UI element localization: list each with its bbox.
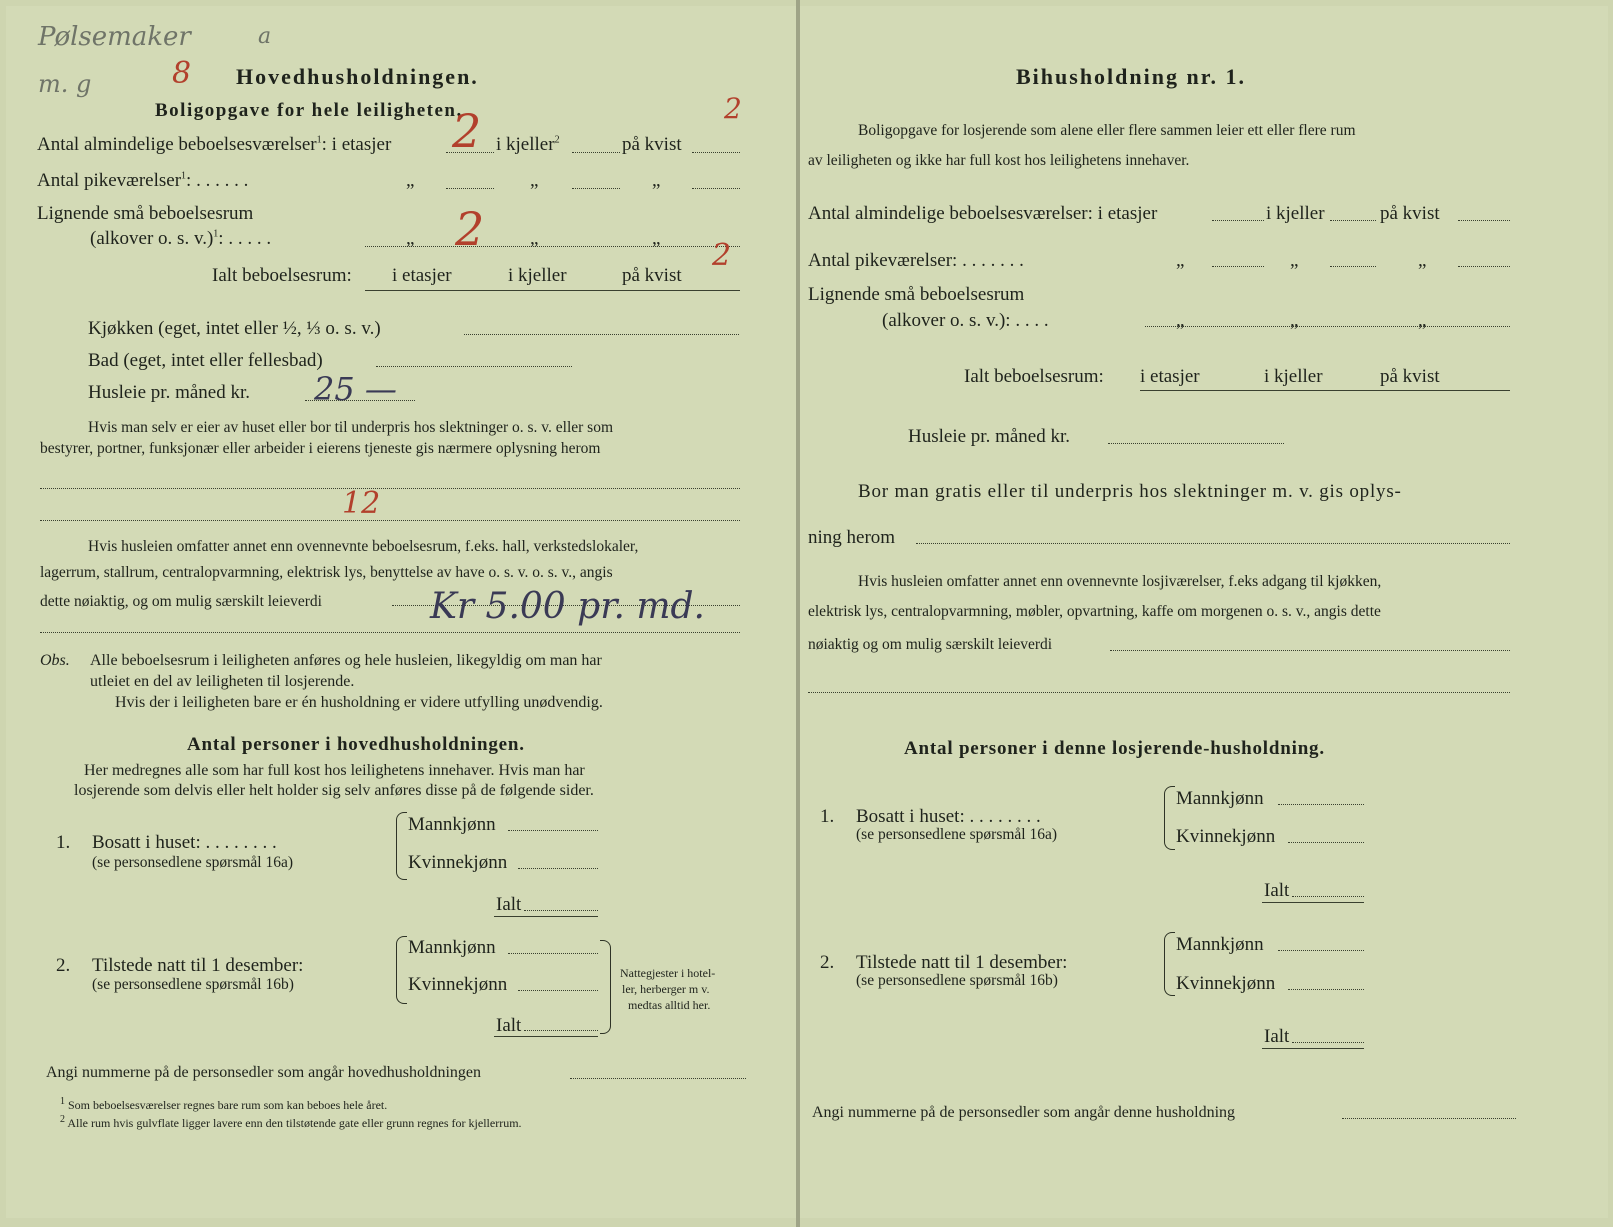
right-q1-number: 1. (820, 806, 835, 827)
left-para2-field-2[interactable] (40, 632, 740, 633)
right-omfatter-line1: Hvis husleien omfatter annet enn ovennevnte losjiværelser, f.eks adgang til kjøkken, (858, 573, 1382, 590)
left-persons-title: Antal personer i hovedhusholdningen. (187, 734, 525, 755)
left-row2-kvist-field[interactable] (692, 188, 740, 189)
left-kitchen-label: Kjøkken (eget, intet eller ½, ⅓ o. s. v.) (88, 318, 381, 339)
left-footnote-1: $^1$ Som beboelsesværelser regnes bare rum som kan beboes hele året. (60, 1096, 388, 1112)
left-row2-etasjer-field[interactable] (446, 188, 494, 189)
left-rent-label: Husleie pr. måned kr. (88, 382, 250, 403)
handwritten-mark-a: a (258, 24, 272, 49)
right-gratis-line2: ning herom (808, 527, 896, 548)
left-row1-kvist-field[interactable] (692, 152, 740, 153)
right-row3-ditto-2: „ (1290, 310, 1299, 331)
right-row2-ditto-1: „ (1176, 250, 1185, 271)
right-q2-ialt-label: Ialt (1264, 1026, 1290, 1047)
right-intro-line1: Boligopgave for losjerende som alene eller flere sammen leier ett eller flere rum (858, 122, 1356, 139)
right-angi-field[interactable] (1342, 1118, 1516, 1119)
right-gratis-field[interactable] (916, 543, 1510, 544)
left-para1-field-1[interactable] (40, 488, 740, 489)
right-ialt-label: Ialt beboelsesrum: (964, 366, 1104, 387)
right-q2-ialt-rule (1262, 1048, 1364, 1049)
right-title: Bihusholdning nr. 1. (1016, 64, 1246, 89)
right-persons-title: Antal personer i denne losjerende-husholdning. (904, 738, 1325, 759)
left-row2-ditto-3: „ (652, 170, 661, 191)
right-row2-kjeller-field[interactable] (1330, 266, 1376, 267)
right-gratis-line1: Bor man gratis eller til underpris hos slektninger m. v. gis oplys- (858, 481, 1402, 502)
left-q1-brace (396, 812, 407, 880)
left-row1-kjeller: i kjeller$^2$ (496, 134, 560, 155)
right-q2-label: Tilstede natt til 1 desember: (856, 952, 1068, 973)
left-footnote-2: $^2$ Alle rum hvis gulvflate ligger lavere enn den tilstøtende gate eller grunn regnes for kjellerrum. (60, 1114, 522, 1130)
right-intro-line2: av leiligheten og ikke har full kost hos leilighetens innehaver. (808, 152, 1190, 169)
right-ialt-etasjer: i etasjer (1140, 366, 1200, 387)
right-row3-field[interactable] (1145, 326, 1510, 327)
left-q2-brace (396, 936, 407, 1004)
right-ialt-kjeller: i kjeller (1264, 366, 1323, 387)
left-ialt-kjeller: i kjeller (508, 265, 567, 286)
right-q2-kvinne-field[interactable] (1288, 989, 1364, 990)
left-persons-line2: losjerende som delvis eller helt holder sig selv anføres disse på de følgende sider. (74, 782, 594, 799)
left-row-ordinary-rooms (37, 134, 391, 156)
right-omfatter-field-1[interactable] (1110, 650, 1510, 651)
left-q1-ialt-field[interactable] (524, 910, 598, 911)
left-q2-sub: (se personsedlene spørsmål 16b) (92, 976, 294, 993)
left-q1-mann-field[interactable] (508, 830, 598, 831)
right-row3-ditto-3: „ (1418, 310, 1427, 331)
left-obs-line2: utleiet en del av leiligheten til losjerende. (90, 673, 355, 690)
handwritten-household-count: 8 (172, 56, 192, 91)
handwritten-rent-note: 12 (342, 486, 381, 521)
left-q2-right-brace (600, 940, 611, 1034)
left-q1-mann-label: Mannkjønn (408, 814, 496, 835)
right-row2-ditto-3: „ (1418, 250, 1427, 271)
left-row3-ditto-2: „ (530, 228, 539, 249)
left-obs-label: Obs. (40, 652, 70, 669)
left-q1-kvinne-label: Kvinnekjønn (408, 852, 508, 873)
right-q1-kvinne-label: Kvinnekjønn (1176, 826, 1276, 847)
left-kitchen-field[interactable] (464, 334, 739, 335)
left-row2-kjeller-field[interactable] (572, 188, 620, 189)
right-ialt-underline (1140, 390, 1510, 391)
left-row3-label: Lignende små beboelsesrum (37, 203, 254, 224)
left-q2-kvinne-label: Kvinnekjønn (408, 974, 508, 995)
right-omfatter-line2: elektrisk lys, centralopvarmning, møbler, opvartning, kaffe om morgenen o. s. v., angis dette (808, 603, 1381, 620)
left-row1-kjeller-field[interactable] (572, 152, 620, 153)
left-row-alcoves: (alkover o. s. v.)$^1$: . . . . . (90, 228, 272, 249)
right-omfatter-field-2[interactable] (808, 692, 1510, 693)
left-ialt-etasjer: i etasjer (392, 265, 452, 286)
left-bath-field[interactable] (376, 366, 572, 367)
left-q2-ialt-field[interactable] (524, 1030, 598, 1031)
left-ialt-kvist: på kvist (622, 265, 682, 286)
left-ialt-label: Ialt beboelsesrum: (212, 265, 352, 286)
left-q1-sub: (se personsedlene spørsmål 16a) (92, 854, 294, 871)
right-row2-etasjer-field[interactable] (1212, 266, 1264, 267)
right-omfatter-line3: nøiaktig og om mulig særskilt leieverdi (808, 636, 1053, 653)
left-q2-number: 2. (56, 955, 71, 976)
left-ialt-underline (365, 290, 740, 291)
right-ialt-kvist: på kvist (1380, 366, 1440, 387)
right-row3-label: Lignende små beboelsesrum (808, 284, 1025, 305)
left-q1-ialt-label: Ialt (496, 894, 522, 915)
right-q1-ialt-field[interactable] (1292, 896, 1364, 897)
left-subtitle: Boligopgave for hele leiligheten. (155, 100, 463, 121)
left-para2-line1: Hvis husleien omfatter annet enn ovennevnte beboelsesrum, f.eks. hall, verkstedslokaler, (88, 538, 639, 555)
left-q1-kvinne-field[interactable] (518, 868, 598, 869)
right-q2-mann-field[interactable] (1278, 950, 1364, 951)
right-row2-kvist-field[interactable] (1458, 266, 1510, 267)
left-persons-line1: Her medregnes alle som har full kost hos leilighetens innehaver. Hvis man har (84, 762, 585, 779)
left-nattegjester-line3: medtas alltid her. (628, 998, 711, 1012)
left-row1-kvist: på kvist (622, 134, 682, 155)
left-title: Hovedhusholdningen. (236, 64, 479, 89)
left-q1-ialt-rule (494, 916, 598, 917)
left-nattegjester-line1: Nattegjester i hotel- (620, 966, 716, 980)
left-q2-label: Tilstede natt til 1 desember: (92, 955, 304, 976)
right-row1-label: Antal almindelige beboelsesværelser: i etasjer (808, 203, 1158, 224)
right-q2-number: 2. (820, 952, 835, 973)
right-row1-kjeller-field[interactable] (1330, 220, 1376, 221)
left-row1-label: Antal almindelige beboelsesværelser (37, 134, 317, 155)
right-q1-mann-label: Mannkjønn (1176, 788, 1264, 809)
right-row2-ditto-2: „ (1290, 250, 1299, 271)
right-q2-kvinne-label: Kvinnekjønn (1176, 973, 1276, 994)
left-row3-field[interactable] (365, 246, 740, 247)
right-rent-field[interactable] (1108, 443, 1284, 444)
right-q1-ialt-rule (1262, 902, 1364, 903)
left-row1-etasjer: : i etasjer (321, 134, 392, 155)
left-bath-label: Bad (eget, intet eller fellesbad) (88, 350, 323, 371)
left-nattegjester-line2: ler, herberger m v. (622, 982, 710, 996)
right-q2-ialt-field[interactable] (1292, 1042, 1364, 1043)
right-q2-mann-label: Mannkjønn (1176, 934, 1264, 955)
left-row1-sup: 1 (316, 134, 322, 146)
handwritten-ialt-margin: 2 (712, 238, 732, 273)
left-q2-mann-field[interactable] (508, 953, 598, 954)
left-para1-field-2[interactable] (40, 520, 740, 521)
left-q2-mann-label: Mannkjønn (408, 937, 496, 958)
handwritten-occupation: Pølsemaker (38, 22, 191, 52)
left-row3-ditto-1: „ (406, 228, 415, 249)
left-angi-label: Angi nummerne på de personsedler som angår hovedhusholdningen (46, 1064, 482, 1081)
left-angi-field[interactable] (570, 1078, 746, 1079)
left-q1-label: Bosatt i huset: . . . . . . . . (92, 832, 277, 853)
right-q1-label: Bosatt i huset: . . . . . . . . (856, 806, 1041, 827)
right-q2-sub: (se personsedlene spørsmål 16b) (856, 972, 1058, 989)
right-row3-ditto-1: „ (1176, 310, 1185, 331)
left-obs-line3: Hvis der i leiligheten bare er én husholdning er videre utfylling unødvendig. (115, 694, 603, 711)
left-row3-ditto-3: „ (652, 228, 661, 249)
right-q1-brace (1164, 786, 1175, 850)
right-q1-mann-field[interactable] (1278, 804, 1364, 805)
right-row1-kvist-field[interactable] (1458, 220, 1510, 221)
left-row-maid-rooms: Antal pikeværelser$^1$: . . . . . . (37, 170, 249, 191)
left-para1-line2: bestyrer, portner, funksjonær eller arbeider i eierens tjeneste gis nærmere oplysning herom (40, 440, 601, 457)
left-row2-ditto-1: „ (406, 170, 415, 191)
right-row1-kvist: på kvist (1380, 203, 1440, 224)
handwritten-total-rooms-margin: 2 (724, 92, 742, 125)
right-q1-ialt-label: Ialt (1264, 880, 1290, 901)
left-q2-kvinne-field[interactable] (518, 990, 598, 991)
left-para2-line2: lagerrum, stallrum, centralopvarmning, elektrisk lys, benyttelse av have o. s. v. o. s. v., angis (40, 564, 613, 581)
right-angi-label: Angi nummerne på de personsedler som angår denne husholdning (812, 1104, 1236, 1121)
left-para1-line1: Hvis man selv er eier av huset eller bor til underpris hos slektninger o. s. v. eller som (88, 419, 614, 436)
right-q2-brace (1164, 932, 1175, 996)
handwritten-ialt-etasjer: 2 (455, 202, 485, 256)
left-q1-number: 1. (56, 832, 71, 853)
handwritten-rent-value: 25 — (314, 370, 397, 408)
left-q2-ialt-rule (494, 1036, 598, 1037)
left-row2-ditto-2: „ (530, 170, 539, 191)
handwritten-extras: Kr 5.00 pr. md. (430, 586, 705, 627)
right-q1-kvinne-field[interactable] (1288, 842, 1364, 843)
handwritten-etasjer-rooms: 2 (452, 104, 482, 158)
left-q2-ialt-label: Ialt (496, 1015, 522, 1036)
left-para2-line3: dette nøiaktig, og om mulig særskilt leieverdi (40, 593, 322, 610)
right-row1-kjeller: i kjeller (1266, 203, 1325, 224)
right-q1-sub: (se personsedlene spørsmål 16a) (856, 826, 1058, 843)
right-row3b-label: (alkover o. s. v.): . . . . (882, 310, 1049, 331)
right-row2-label: Antal pikeværelser: . . . . . . . (808, 250, 1024, 271)
right-rent-label: Husleie pr. måned kr. (908, 426, 1070, 447)
right-row1-etasjer-field[interactable] (1212, 220, 1264, 221)
left-obs-line1: Alle beboelsesrum i leiligheten anføres og hele husleien, likegyldig om man har (90, 652, 602, 669)
handwritten-marital-status: m. g (38, 70, 92, 98)
